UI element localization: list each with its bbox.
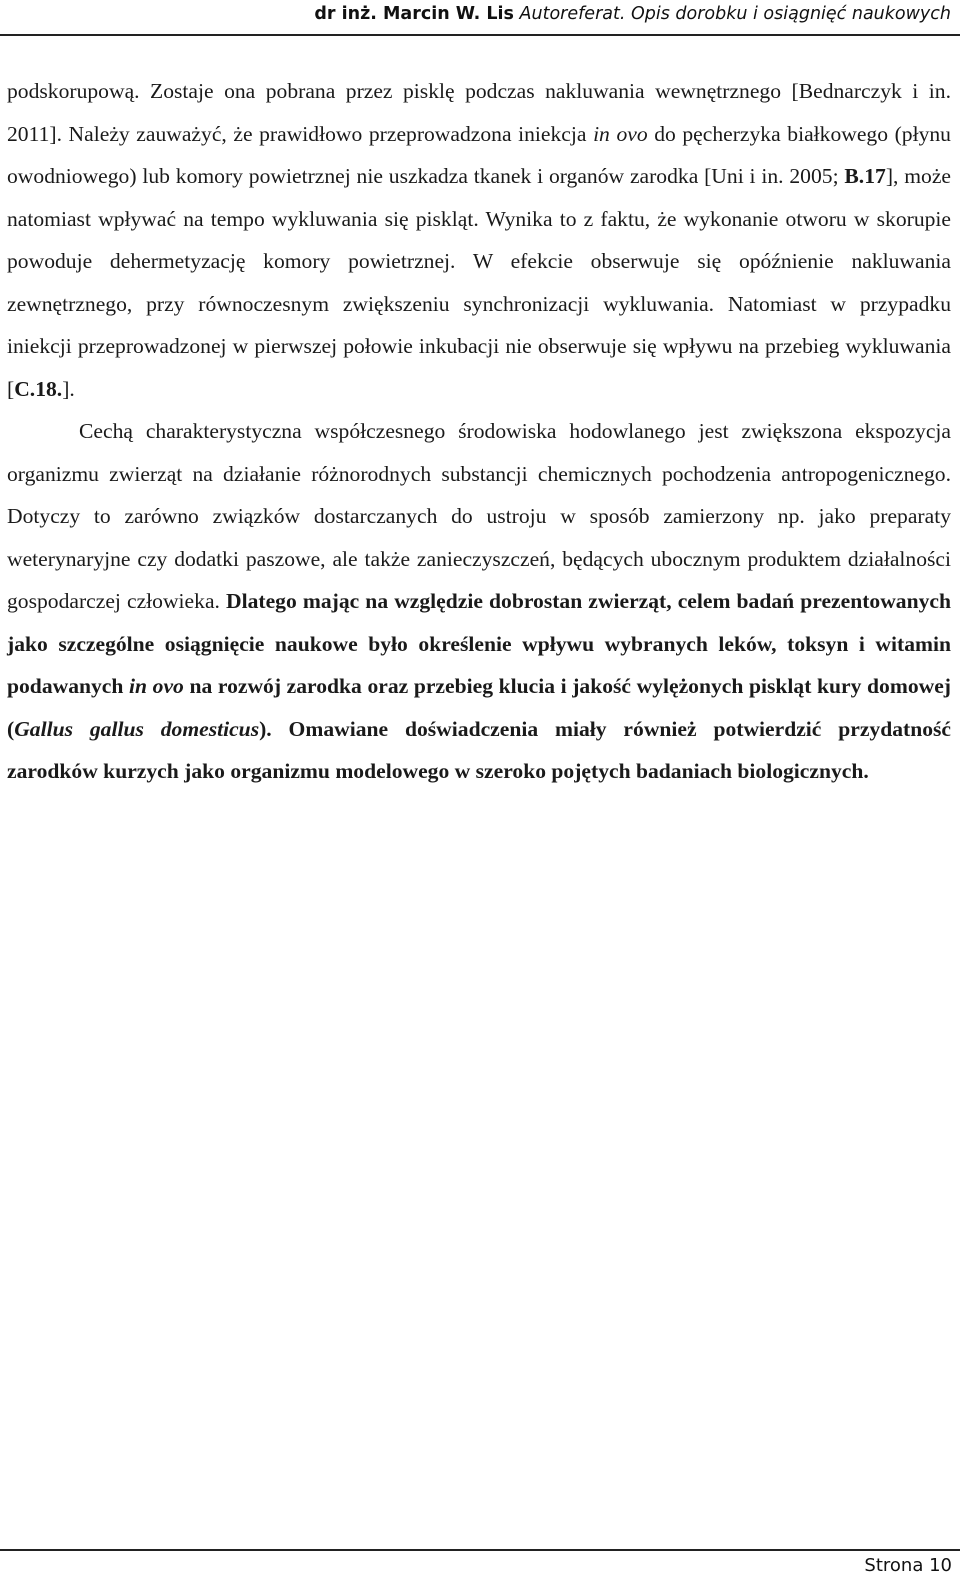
- p1-text-3: ], może natomiast wpływać na tempo wykluwania się piskląt. Wynika to z faktu, że wykonanie otworu w skorupie powoduje dehermetyzację komory powietrznej. W efekcie obserwuje się opóźnienie nakluwania zewnętrznego, przy równoczesnym zwiększeniu synchronizacji wykluwania. Natomiast w przypadku iniekcji przeprowadzonej w pierwszej połowie inkubacji nie obserwuje się wpływu na przebieg wykluwania [: [7, 164, 951, 401]
- p2-bold-italic-in-ovo: in ovo: [129, 674, 184, 698]
- p2-bold-3: ). Omawiane doświadczenia miały również potwierdzić przydatność zarodków kurzych jako organizmu modelowego w szeroko pojętych badaniach biologicznych.: [7, 716, 952, 783]
- header-author: dr inż. Marcin W. Lis: [314, 4, 514, 24]
- page-header: [0, 4, 951, 24]
- document-body: [7, 70, 951, 793]
- p1-text-2: do pęcherzyka białkowego (płynu owodniowego) lub komory powietrznej nie uszkadza tkanek i organów zarodka [Uni i in. 2005;: [7, 121, 951, 188]
- header-divider: [0, 34, 960, 36]
- footer-divider: [0, 1549, 960, 1551]
- p1-italic-in-ovo: in ovo: [593, 121, 648, 146]
- p2-bold-1: Dlatego mając na względzie dobrostan zwierząt, celem badań prezentowanych jako szczególne osiągnięcie naukowe było określenie wpływu wybranych leków, toksyn i witamin podawanych: [7, 589, 951, 698]
- p1-text-4: ].: [62, 376, 75, 401]
- header-title: Autoreferat. Opis dorobku i osiągnięć naukowych: [519, 4, 951, 24]
- p2-bold-2: na rozwój zarodka oraz przebieg klucia i jakość wylężonych piskląt kury domowej (: [7, 674, 951, 741]
- p1-reference-c18: C.18.: [14, 376, 63, 401]
- p1-reference-b17: B.17: [844, 164, 886, 188]
- paragraph-2: [7, 410, 951, 793]
- page-number: Strona 10: [864, 1555, 952, 1576]
- p1-text-1: podskorupową. Zostaje ona pobrana przez pisklę podczas nakluwania wewnętrznego [Bednarczyk i in. 2011]. Należy zauważyć, że prawidłowo przeprowadzona iniekcja: [7, 79, 951, 146]
- paragraph-1: [7, 70, 951, 410]
- p2-bold-italic-species: Gallus gallus domesticus: [14, 716, 260, 741]
- p2-text-1: Cechą charakterystyczna współczesnego środowiska hodowlanego jest zwiększona ekspozycja organizmu zwierząt na działanie różnorodnych substancji chemicznych pochodzenia antropogenicznego. Dotyczy to zarówno związków dostarczanych do ustroju w sposób zamierzony np. jako preparaty weterynaryjne czy dodatki paszowe, ale także zanieczyszczeń, będących ubocznym produktem działalności gospodarczej człowieka.: [7, 419, 951, 613]
